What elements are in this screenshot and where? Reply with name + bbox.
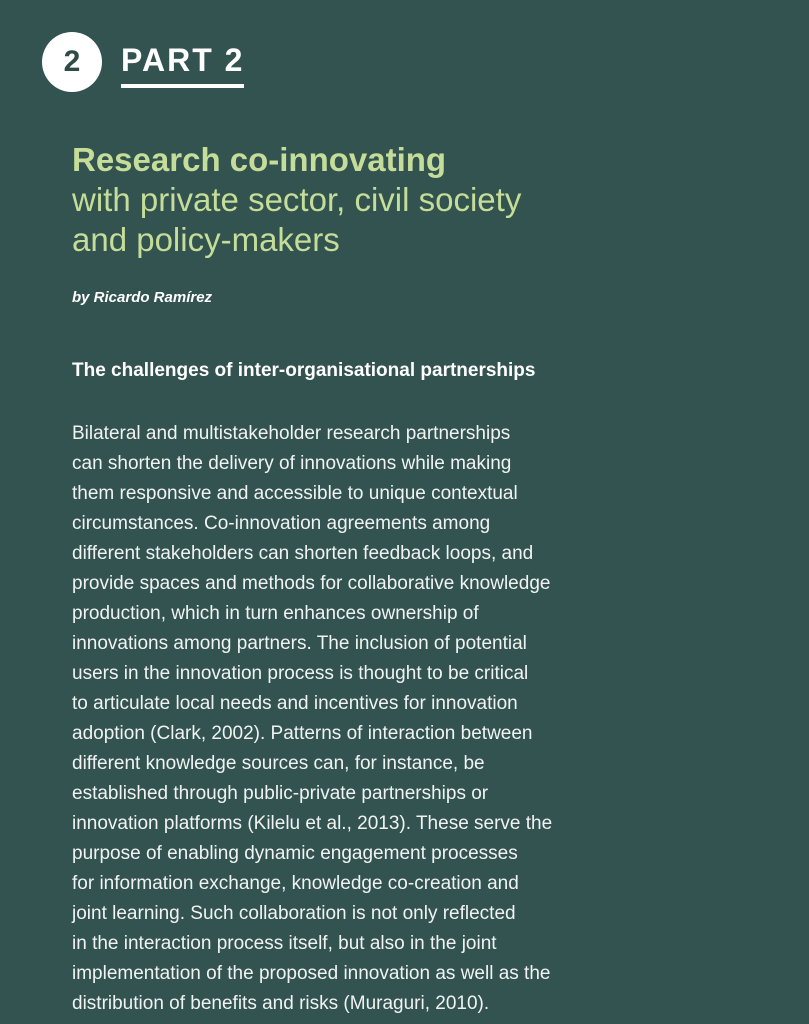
- body-line: users in the innovation process is thought to be critical: [72, 663, 529, 684]
- body-line: in the interaction process itself, but also in the joint: [72, 933, 497, 954]
- body-line: joint learning. Such collaboration is not only reflected: [72, 903, 516, 924]
- chapter-title: [72, 140, 632, 260]
- body-line: for information exchange, knowledge co-creation and: [72, 873, 519, 894]
- body-line: implementation of the proposed innovation as well as the: [72, 963, 551, 984]
- body-line: them responsive and accessible to unique contextual: [72, 483, 518, 504]
- body-line: established through public-private partnerships or: [72, 783, 489, 804]
- part-label: PART 2: [121, 40, 244, 88]
- body-line: purpose of enabling dynamic engagement processes: [72, 843, 518, 864]
- section-heading: The challenges of inter-organisational partnerships: [72, 360, 536, 381]
- chapter-title-bold: Research co-innovating: [72, 141, 447, 178]
- body-line: adoption (Clark, 2002). Patterns of interaction between: [72, 723, 533, 744]
- chapter-title-line-2: with private sector, civil society: [72, 181, 522, 218]
- author-byline: by Ricardo Ramírez: [72, 289, 213, 306]
- body-line: to articulate local needs and incentives for innovation: [72, 693, 518, 714]
- body-line: Bilateral and multistakeholder research partnerships: [72, 423, 511, 444]
- part-number-badge: 2: [42, 32, 102, 92]
- body-line: different stakeholders can shorten feedback loops, and: [72, 543, 534, 564]
- body-line: different knowledge sources can, for instance, be: [72, 753, 485, 774]
- body-line: can shorten the delivery of innovations while making: [72, 453, 512, 474]
- body-line: provide spaces and methods for collaborative knowledge: [72, 573, 551, 594]
- body-line: production, which in turn enhances ownership of: [72, 603, 479, 624]
- body-line: innovation platforms (Kilelu et al., 2013). These serve the: [72, 813, 553, 834]
- chapter-title-line-3: and policy-makers: [72, 221, 340, 258]
- body-line: circumstances. Co-innovation agreements among: [72, 513, 491, 534]
- body-line: distribution of benefits and risks (Muraguri, 2010).: [72, 993, 490, 1014]
- body-line: innovations among partners. The inclusion of potential: [72, 633, 527, 654]
- body-paragraph: [72, 419, 612, 1019]
